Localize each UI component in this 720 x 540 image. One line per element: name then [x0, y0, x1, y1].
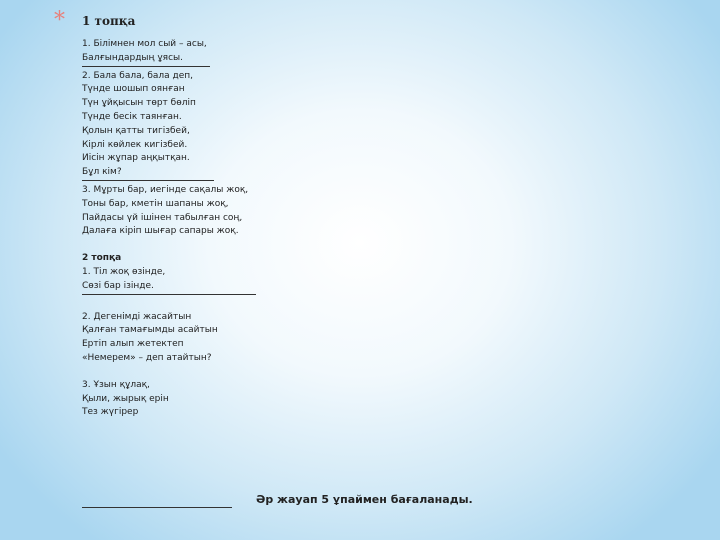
- group2-riddle3: [82, 379, 502, 420]
- scoring-note: Әр жауап 5 ұпаймен бағаланады.: [256, 493, 473, 506]
- riddle-line: Түнде бесік таянған.: [82, 111, 182, 122]
- riddles-content: [82, 14, 502, 420]
- riddle-line: Ертіп алып жетектеп: [82, 339, 184, 350]
- group2-title: 2 топқа: [82, 253, 122, 264]
- riddle-line: Қыли, жырық ерін: [82, 393, 169, 404]
- riddle-line: Иісін жұпар аңқытқан.: [82, 153, 190, 164]
- riddle-line: Қолын қатты тигізбей,: [82, 125, 190, 136]
- group1-riddle2: [82, 70, 502, 180]
- riddle-line: Бұл кім?: [82, 167, 122, 178]
- riddle-line: 2. Дегенімді жасайтын: [82, 311, 192, 322]
- answer-line: [82, 294, 256, 295]
- riddle-line: Қалған тамағымды асайтын: [82, 325, 218, 336]
- answer-line: [82, 66, 210, 67]
- riddle-line: 1. Білімнен мол сый – асы,: [82, 39, 207, 49]
- answer-line: [82, 180, 214, 181]
- bullet-marker: *: [54, 8, 65, 33]
- riddle-line: 3. Мұрты бар, иегінде сақалы жоқ,: [82, 184, 249, 195]
- riddle-line: 3. Ұзын құлақ,: [82, 379, 150, 390]
- group1-riddle3: [82, 184, 502, 239]
- group1-riddle1: [82, 38, 502, 66]
- riddle-line: Тез жүгірер: [82, 407, 139, 418]
- group2-riddle1: [82, 266, 502, 294]
- riddle-line: Тоны бар, кметін шапаны жоқ,: [82, 198, 229, 209]
- riddle-line: «Немерем» – деп атайтын?: [82, 352, 212, 363]
- group1-title: 1 топқа: [82, 14, 136, 28]
- riddle-line: Түнде шошып оянған: [82, 84, 185, 95]
- riddle-line: Пайдасы үй ішінен табылған соң,: [82, 212, 243, 223]
- group2-riddle2: [82, 311, 502, 366]
- answer-line: [82, 507, 232, 508]
- riddle-line: Кірлі көйлек кигізбей.: [82, 139, 188, 150]
- riddle-line: Балғындардың ұясы.: [82, 52, 183, 63]
- riddle-line: Сөзі бар ізінде.: [82, 280, 154, 291]
- riddle-line: Далаға кіріп шығар сапары жоқ.: [82, 226, 239, 237]
- riddle-line: Түн ұйқысын төрт бөліп: [82, 98, 196, 109]
- riddle-line: 1. Тіл жоқ өзінде,: [82, 266, 166, 277]
- riddle-line: 2. Бала бала, бала деп,: [82, 70, 194, 81]
